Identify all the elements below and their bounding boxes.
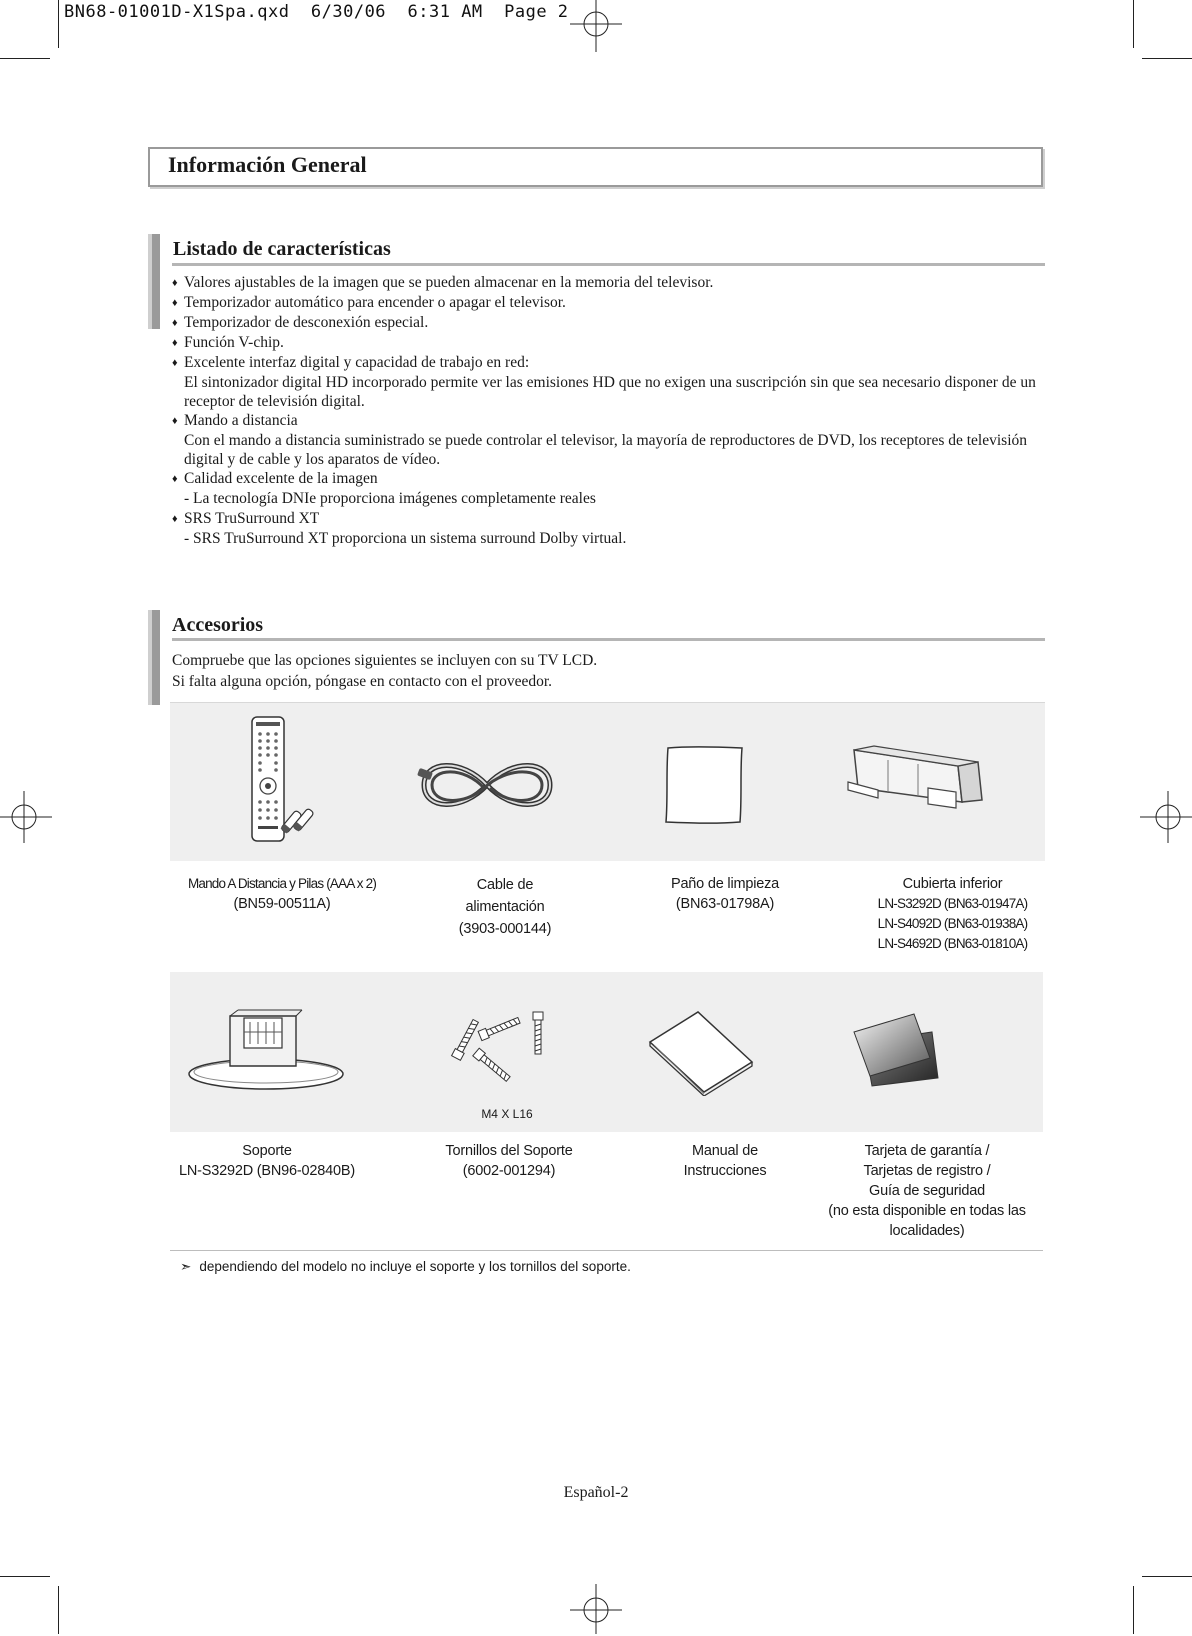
list-item-detail: El sintonizador digital HD incorporado permite ver las emisiones HD que no exigen una suscripción sin que sea necesario disponer de un receptor de televisión digital. — [184, 374, 1036, 410]
file-header-meta: BN68-01001D-X1Spa.qxd 6/30/06 6:31 AM Page 2 — [64, 2, 569, 22]
stand-icon — [186, 1008, 346, 1096]
list-item: ♦ Mando a distancia Con el mando a distancia suministrado se puede controlar el televisor, la mayoría de reproductores de DVD, los receptores de televisión digital y de cable y los aparatos de vídeo. — [172, 411, 1047, 469]
crop-mark — [1133, 1586, 1134, 1634]
cards-icon — [850, 1012, 940, 1088]
crop-mark — [58, 1586, 59, 1634]
caption-power-cable: Cable de alimentación (3903-000144) — [458, 877, 552, 937]
registration-mark-icon — [570, 0, 622, 52]
list-item: ♦ Temporizador de desconexión especial. — [172, 314, 429, 331]
manual-icon — [646, 1008, 756, 1096]
list-item-detail: Con el mando a distancia suministrado se puede controlar el televisor, la mayoría de reproductores de DVD, los receptores de televisión digital y de cable y los aparatos de vídeo. — [184, 432, 1028, 468]
page-number: Español-2 — [563, 1484, 629, 1501]
list-item: ♦ Temporizador automático para encender o apagar el televisor. — [172, 294, 566, 311]
list-item-detail: - SRS TruSurround XT proporciona un sistema surround Dolby virtual. — [184, 530, 627, 547]
cleaning-cloth-icon — [660, 742, 750, 828]
caption-bottom-cover: Cubierta inferior LN-S3292D (BN63-01947A) LN-S4092D (BN63-01938A) LN-S4692D (BN63-01810A) — [877, 876, 1028, 951]
section-bar — [148, 234, 160, 329]
screw-size-label: M4 X L16 — [481, 1107, 533, 1121]
caption-remote: Mando A Distancia y Pilas (AAA x 2) (BN59-00511A) — [187, 876, 377, 912]
section-rule — [172, 263, 1045, 266]
page-title: Información General — [168, 152, 367, 177]
crop-mark — [1133, 0, 1134, 48]
caption-screws: Tornillos del Soporte (6002-001294) — [445, 1143, 573, 1179]
crop-mark — [1142, 58, 1192, 59]
caption-cards: Tarjeta de garantía / Tarjetas de registro / Guía de seguridad (no esta disponible en todas las localidades) — [828, 1143, 1026, 1239]
features-list — [172, 273, 1047, 549]
registration-mark-icon — [1140, 791, 1192, 843]
section-bar — [148, 610, 160, 705]
features-title: Listado de características — [173, 238, 391, 260]
list-item-detail: - La tecnología DNIe proporciona imágenes completamente reales — [184, 490, 596, 507]
crop-mark — [0, 58, 50, 59]
caption-stand: Soporte LN-S3292D (BN96-02840B) — [179, 1143, 355, 1179]
registration-mark-icon — [0, 791, 52, 843]
crop-mark — [0, 1576, 50, 1577]
remote-control-icon — [240, 712, 330, 848]
accessories-title: Accesorios — [172, 614, 264, 636]
list-item: ♦ Excelente interfaz digital y capacidad de trabajo en red: El sintonizador digital HD incorporado permite ver las emisiones HD que no exigen una suscripción sin que sea necesario disponer de un receptor de televisión digital. — [172, 353, 1047, 411]
arrow-note-icon: ➣ — [180, 1259, 192, 1274]
list-item: ♦ SRS TruSurround XT - SRS TruSurround XT proporciona un sistema surround Dolby virtual. — [172, 509, 1047, 549]
footnote: ➣ dependiendo del modelo no incluye el soporte y los tornillos del soporte. — [180, 1259, 631, 1274]
divider — [170, 1250, 1043, 1251]
accessories-intro: Compruebe que las opciones siguientes se incluyen con su TV LCD. Si falta alguna opción, póngase en contacto con el proveedor. — [172, 652, 598, 690]
list-item: ♦ Valores ajustables de la imagen que se pueden almacenar en la memoria del televisor. — [172, 274, 714, 291]
bottom-cover-icon — [838, 744, 988, 816]
list-item: ♦ Calidad excelente de la imagen - La tecnología DNIe proporciona imágenes completamente reales — [172, 469, 1047, 509]
crop-mark — [1142, 1576, 1192, 1577]
registration-mark-icon — [570, 1584, 622, 1636]
crop-mark — [58, 0, 59, 48]
caption-manual: Manual de Instrucciones — [683, 1143, 767, 1179]
section-rule — [172, 638, 1045, 641]
caption-cleaning-cloth: Paño de limpieza (BN63-01798A) — [670, 876, 780, 912]
list-item: ♦ Función V-chip. — [172, 334, 284, 351]
power-cable-icon — [412, 752, 562, 818]
screws-icon — [450, 1006, 550, 1086]
